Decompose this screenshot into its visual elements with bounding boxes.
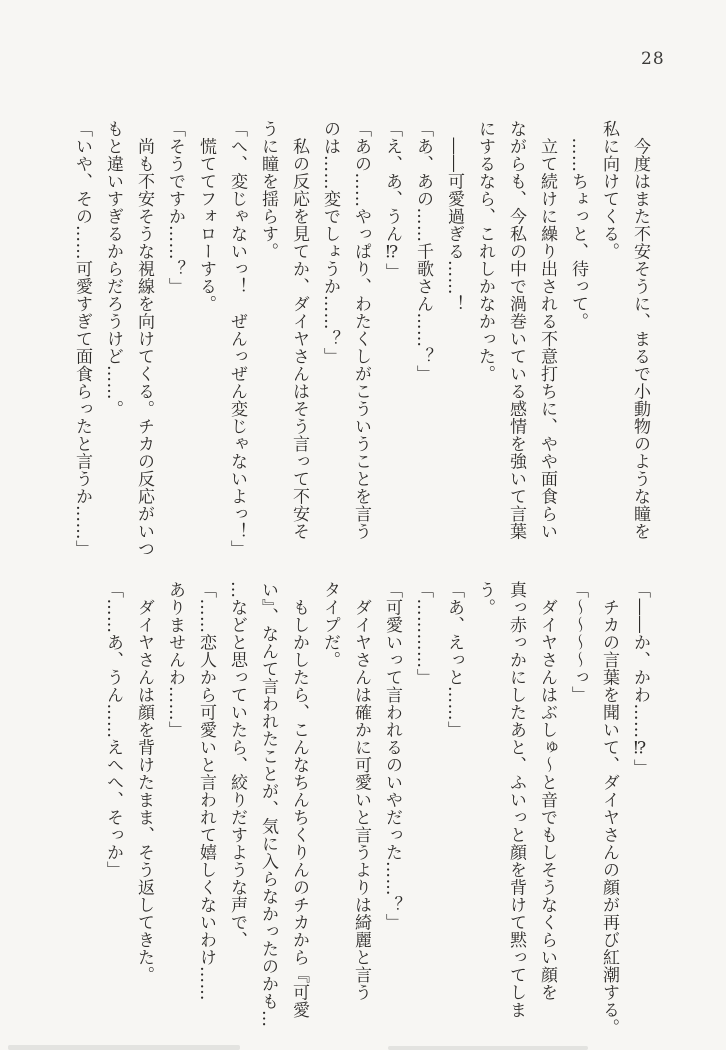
text-line: 「…………」 [413,581,433,686]
text-line: 「いや、その……可愛すぎて面食らったと言うか……」 [72,120,92,558]
text-line: ながらも、今私の中で渦巻いている感情を強いて言葉 [506,120,526,540]
text-line: 立て続けに繰り出される不意打ちに、やや面食らい [537,120,557,540]
text-line: ……ちょっと、待って。 [568,120,588,330]
text-line: 「～～～～っ」 [568,581,588,704]
text-line: チカの言葉を聞いて、ダイヤさんの顔が再び紅潮する。 [599,581,619,1036]
text-line: 「あ、えっと……」 [444,581,464,739]
text-line: 「そうですか……？」 [165,120,185,295]
page-number: 28 [641,49,665,69]
text-line: にするなら、これしかなかった。 [475,120,495,383]
text-line: 「可愛いって言われるのいやだった……？」 [382,581,402,931]
text-line: ――可愛過ぎる……！ [444,120,464,313]
text-line: 「あの……やっぱり、わたくしがこういうことを言う [351,120,371,540]
text-line: ダイヤさんは確かに可愛いと言うよりは綺麗と言う [351,581,371,1001]
text-line: ダイヤさんは顔を背けたまま、そう返してきた。 [134,581,154,984]
text-block-lower [97,581,655,1041]
text-line: 「へ、変じゃないっ！ ぜんっぜん変じゃないよっ！」 [227,120,247,558]
text-line: い』、なんて言われたことが、気に入らなかったのかも… [258,581,278,1028]
text-line: もと違いすぎるからだろうけど……。 [103,120,123,418]
text-line: 「え、あ、うん⁉」 [382,120,402,281]
scan-artifact [8,1045,240,1050]
text-line: 慌ててフォローする。 [196,120,216,313]
text-line: もしかしたら、こんなちんちくりんのチカから『可愛 [289,581,309,1019]
text-line: のは……変でしょうか……？」 [320,120,340,365]
text-line: タイプだ。 [320,581,340,669]
text-line: 「あ、あの……千歌さん……？」 [413,120,433,383]
text-line: 「……恋人から可愛いと言われて嬉しくないわけ…… [196,581,216,1001]
scan-artifact [388,1046,588,1050]
text-line: うに瞳を揺らす。 [258,120,278,260]
text-line: 今度はまた不安そうに、まるで小動物のような瞳を [630,120,650,540]
text-line: ありませんわ……」 [165,581,185,739]
text-line: 真っ赤っかにしたあと、ふいっと顔を背けて黙ってしま [506,581,526,1019]
text-line: …などと思っていたら、絞りだすような声で、 [227,581,247,949]
text-line: 尚も不安そうな視線を向けてくる。チカの反応がいつ [134,120,154,558]
text-line: う。 [475,581,495,616]
text-line: 「……あ、うん……えへへ、そっか」 [103,581,123,879]
text-line: 私に向けてくる。 [599,120,619,260]
text-line: 私の反応を見てか、ダイヤさんはそう言って不安そ [289,120,309,540]
text-line: 「――か、かわ……⁉」 [630,581,650,777]
text-line: ダイヤさんはぶしゅ～と音でもしそうなくらい顔を [537,581,557,1001]
text-block-upper [66,120,655,566]
